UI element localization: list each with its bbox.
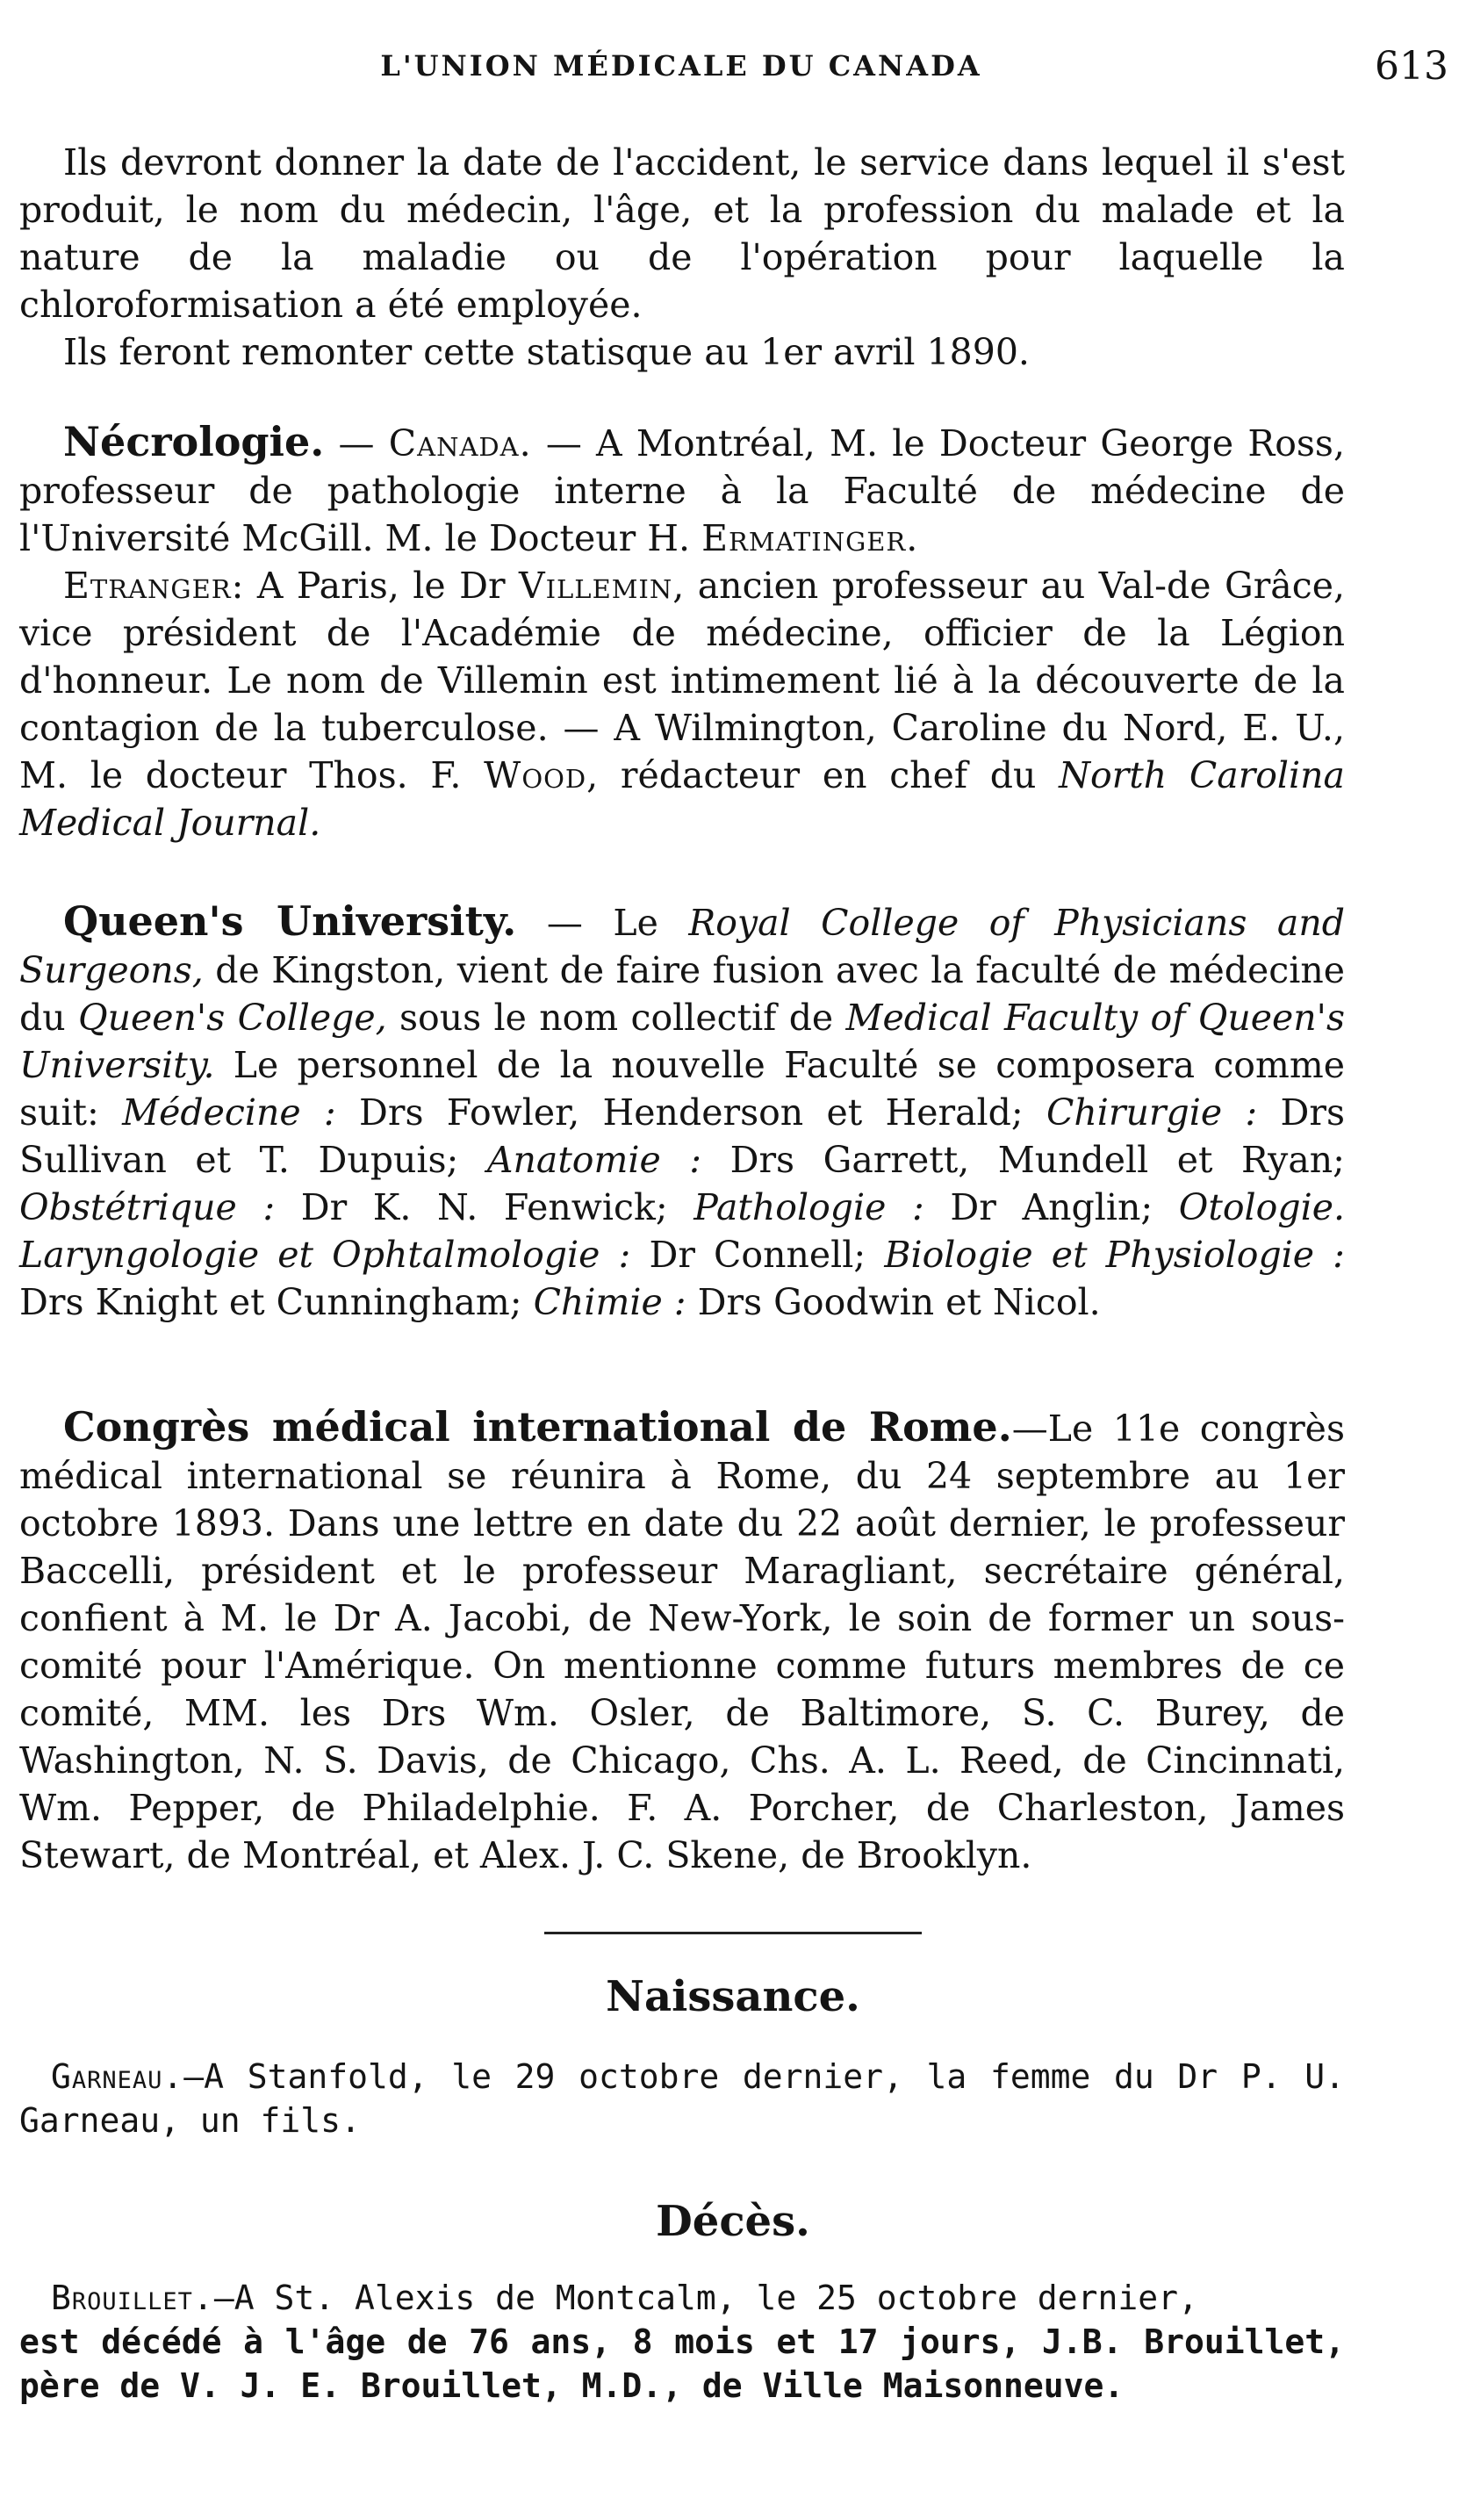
queens-italic-9: Otologie. Laryngologie et Ophtalmologie :: [19, 1186, 1345, 1276]
necrologie-text-2: : A Paris, le Dr: [231, 565, 519, 607]
queens-text-6: Drs Sullivan et T. Dupuis;: [19, 1091, 1345, 1181]
queens-text-7: Drs Garrett, Mundell et Ryan;: [701, 1139, 1345, 1181]
congres-heading: Congrès médical international de Rome.: [63, 1403, 1012, 1451]
queens-italic-2: Queen's College,: [77, 997, 387, 1039]
necrologie-wood: Wood: [484, 754, 587, 796]
deces-title: Décès.: [656, 2197, 810, 2246]
necrologie-villemin: Villemin: [518, 565, 673, 607]
paragraph-naissance: [19, 2055, 1345, 2142]
necrologie-text-3: , ancien professeur au Val-de Grâce, vice président de l'Académie de médecine, officier de la Légion d'honneur. Le nom de Villemin est intimement lié à la découverte de la contagion de la tuberculose. — A Wilmington, Caroline du Nord, E. U., M. le docteur Thos. F.: [19, 565, 1345, 796]
necrologie-etranger: Etranger: [63, 565, 232, 607]
paragraph-statistics-date: Ils feront remonter cette statisque au 1er avril 1890.: [63, 331, 1030, 373]
necrologie-heading: Nécrologie.: [63, 418, 325, 465]
queens-text-3: sous le nom collectif de: [386, 997, 846, 1039]
paragraph-congres-rome: [19, 1403, 1345, 1879]
paragraph-statistics: Ils devront donner la date de l'accident, le service dans lequel il s'est produit, le nom du médecin, l'âge, et la profession du malade et la nature de la maladie ou de l'opération pour laquelle la chloroformisation a été employée.: [19, 141, 1345, 326]
paragraph-necrologie: [19, 418, 1345, 846]
congres-text: —Le 11e congrès médical international se réunira à Rome, du 24 septembre au 1er octobre 1893. Dans une lettre en date du 22 août dernier, le professeur Baccelli, président et le professeur Maragliant, secrétaire général, confient à M. le Dr A. Jacobi, de New-York, le soin de former un sous-comité pour l'Amérique. On mentionne comme futurs membres de ce comité, MM. les Drs Wm. Osler, de Baltimore, S. C. Burey, de Washington, N. S. Davis, de Chicago, Chs. A. L. Reed, de Cincinnati, Wm. Pepper, de Philadelphie. F. A. Porcher, de Charleston, James Stewart, de Montréal, et Alex. J. C. Skene, de Brooklyn.: [19, 1408, 1345, 1876]
necrologie-text-4: , rédacteur en chef du: [586, 754, 1060, 796]
necrologie-text-1: — A Montréal, M. le Docteur George Ross, professeur de pathologie interne à la Faculté de médecine de l'Université McGill. M. le Docteur H.: [19, 422, 1345, 559]
queens-italic-6: Anatomie :: [486, 1139, 702, 1181]
queens-text-9: Dr Anglin;: [923, 1186, 1179, 1228]
queens-italic-5: Chirurgie :: [1046, 1091, 1258, 1134]
page-number: 613: [1375, 44, 1448, 89]
section-divider: [544, 1932, 922, 1934]
running-title: L'UNION MÉDICALE DU CANADA: [380, 49, 982, 83]
necrologie-ermatinger: Ermatinger.: [701, 517, 919, 559]
queens-italic-1: Royal College of Physicians and Surgeons,: [19, 902, 1345, 991]
queens-italic-8: Pathologie :: [693, 1186, 924, 1228]
queens-italic-7: Obstétrique :: [19, 1186, 276, 1228]
naissance-title: Naissance.: [606, 1972, 860, 2021]
queens-italic-4: Médecine :: [122, 1091, 336, 1134]
queens-text-4: Le personnel de la nouvelle Faculté se composera comme suit:: [19, 1044, 1345, 1134]
paragraph-deces-line-1: [19, 2276, 1345, 2320]
necrologie-journal: North Carolina Medical Journal.: [19, 754, 1345, 844]
queens-italic-11: Chimie :: [533, 1281, 686, 1323]
naissance-text: —A Stanfold, le 29 octobre dernier, la femme du Dr P. U. Garneau, un fils.: [19, 2057, 1345, 2140]
queens-italic-10: Biologie et Physiologie :: [884, 1234, 1345, 1276]
queens-text-1: — Le: [516, 902, 689, 944]
queens-text-8: Dr K. N. Fenwick;: [275, 1186, 694, 1228]
deces-name: Brouillet.: [51, 2279, 214, 2317]
deces-text-1: —A St. Alexis de Montcalm, le 25 octobre dernier,: [213, 2279, 1198, 2317]
queens-text-10: Dr Connell;: [630, 1234, 885, 1276]
naissance-name: Garneau.: [51, 2057, 184, 2096]
necrologie-canada: Canada.: [388, 422, 532, 464]
queens-text-2: de Kingston, vient de faire fusion avec la faculté de médecine du: [19, 949, 1345, 1039]
queens-text-11: Drs Knight et Cunningham;: [19, 1281, 534, 1323]
running-head: [19, 44, 1448, 102]
paragraph-deces-line-2: est décédé à l'âge de 76 ans, 8 mois et 17 jours, J.B. Brouillet, père de V. J. E. Brouillet, M.D., de Ville Maisonneuve.: [19, 2322, 1345, 2405]
queens-heading: Queen's University.: [63, 897, 517, 945]
necrologie-dash: —: [324, 422, 389, 464]
queens-italic-3: Medical Faculty of Queen's University.: [19, 997, 1345, 1086]
queens-text-12: Drs Goodwin et Nicol.: [686, 1281, 1101, 1323]
paragraph-queens-university: [19, 897, 1345, 1326]
queens-text-5: Drs Fowler, Henderson et Herald;: [335, 1091, 1046, 1134]
